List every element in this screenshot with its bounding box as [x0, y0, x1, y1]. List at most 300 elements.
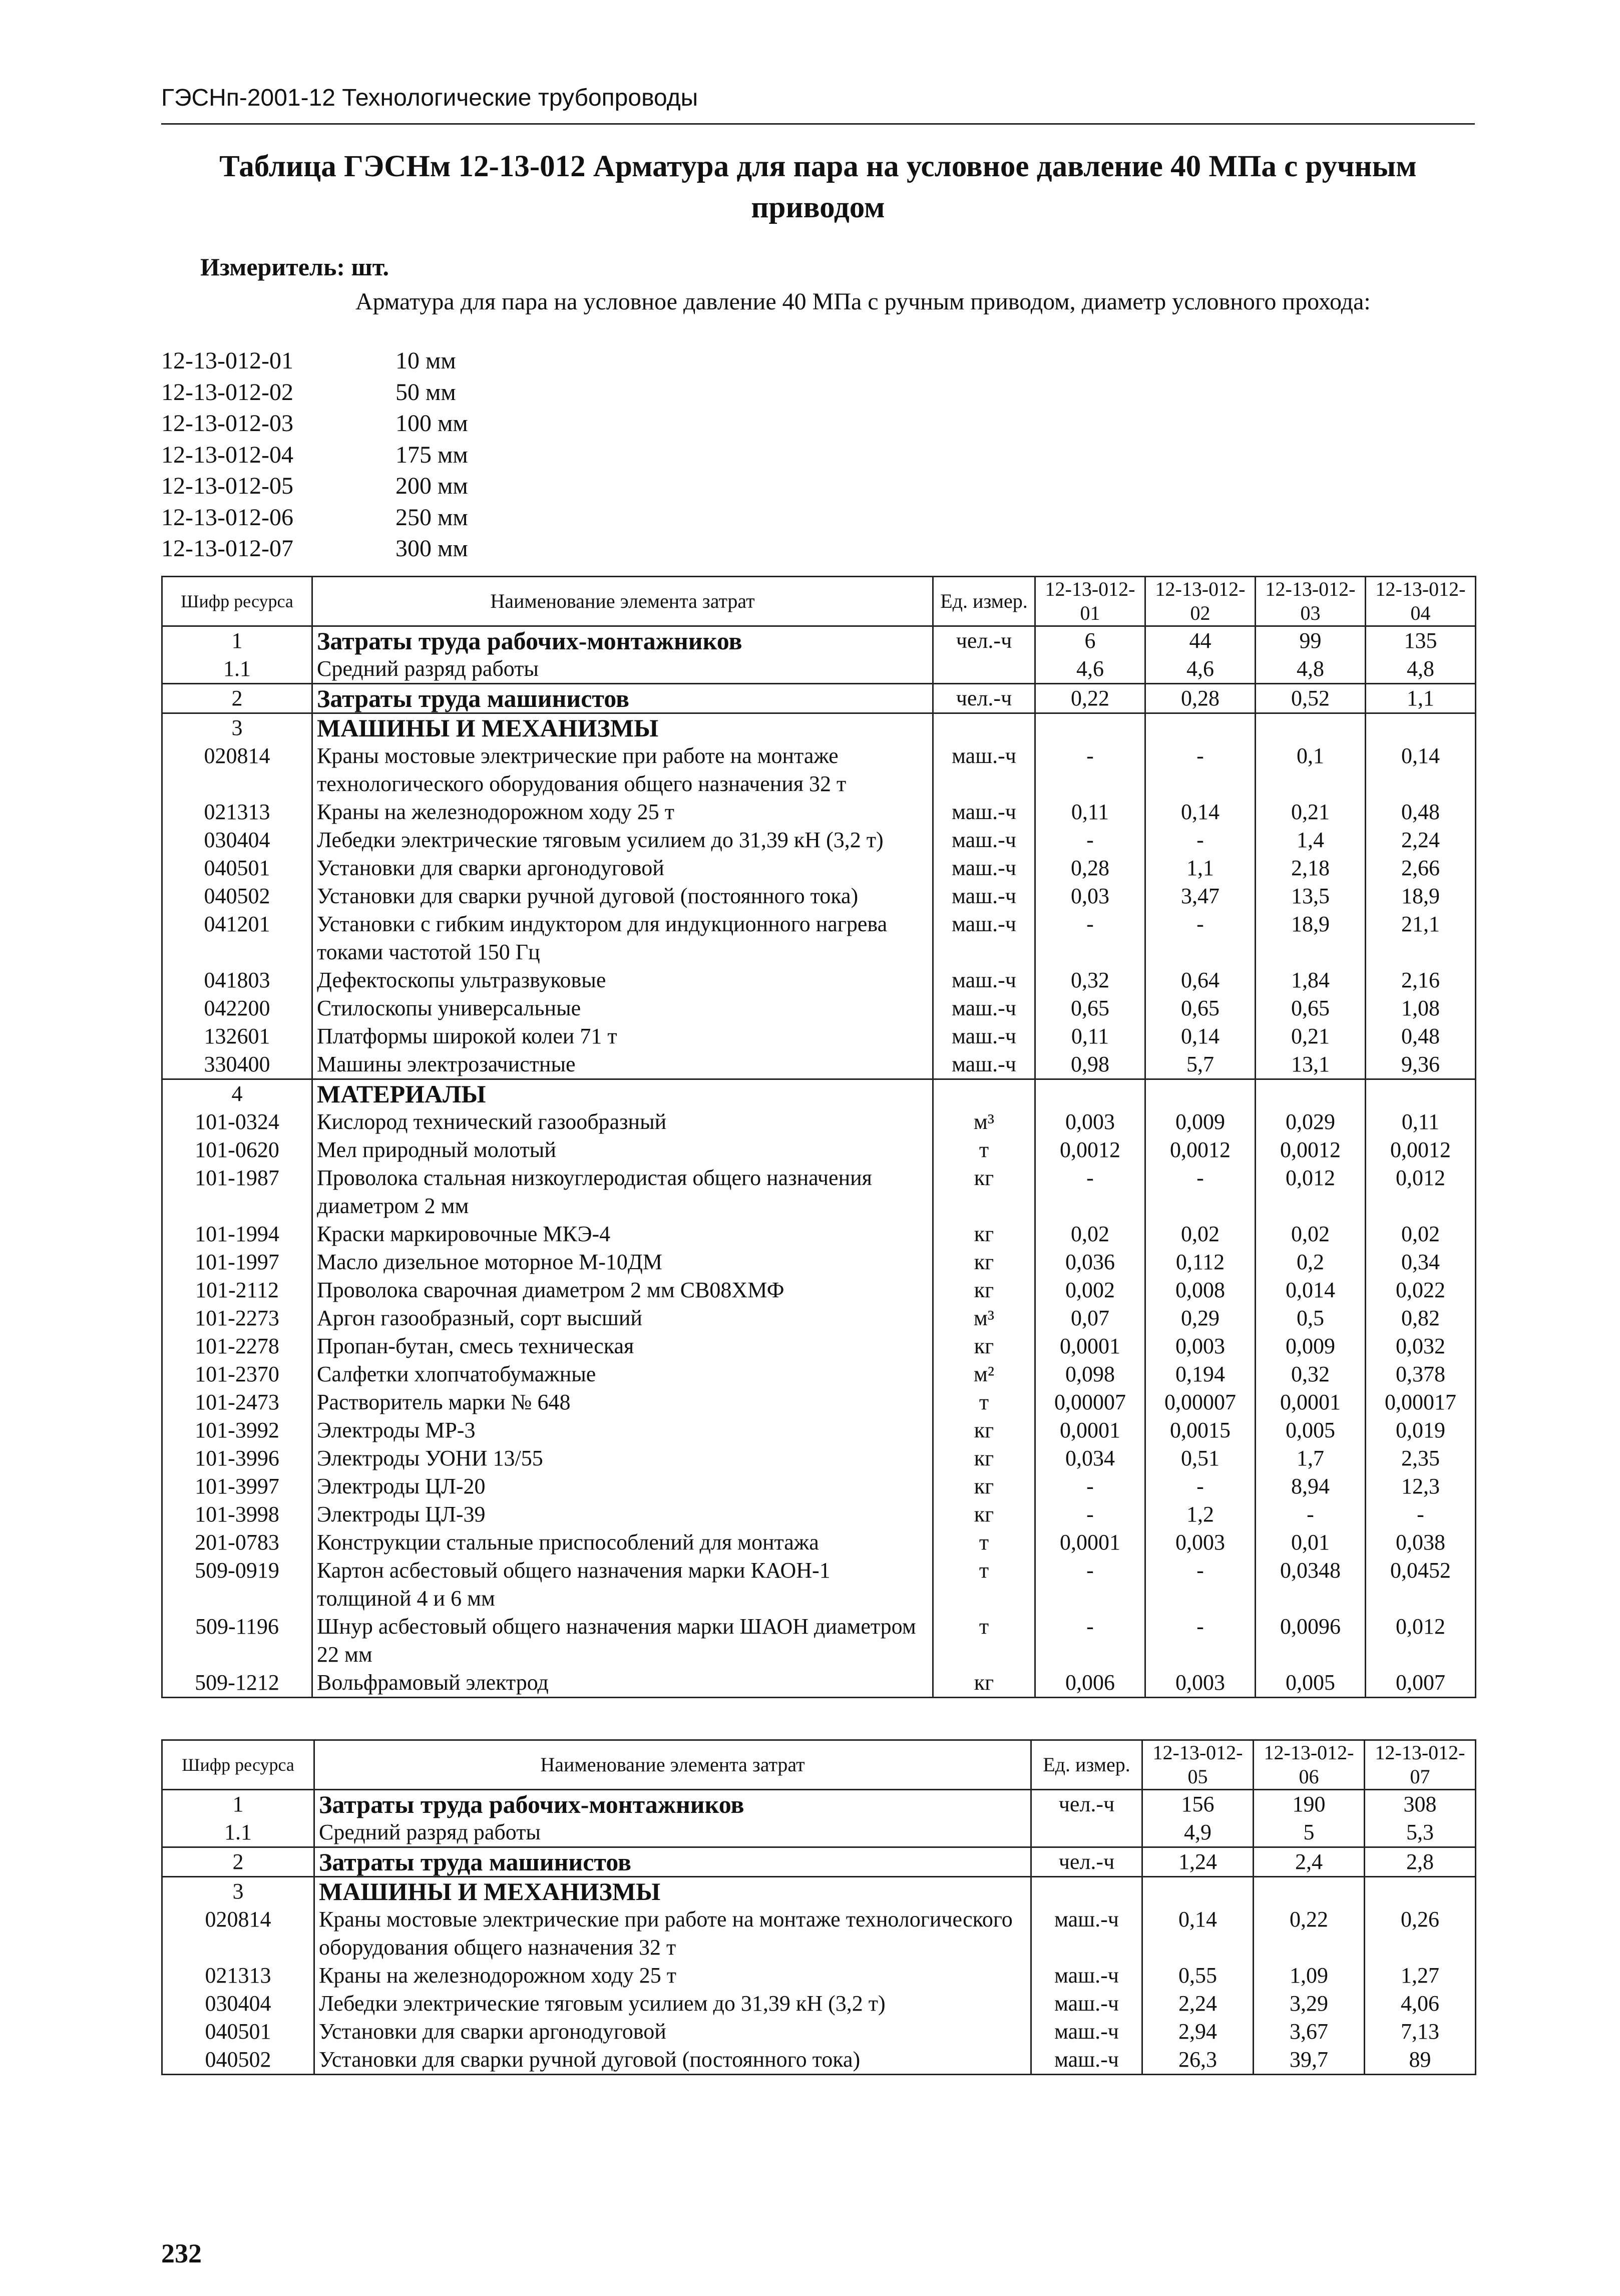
resource-name: Растворитель марки № 648: [312, 1388, 933, 1416]
norm-value: 0,02: [1366, 1220, 1476, 1248]
resource-name: Затраты труда машинистов: [312, 684, 933, 713]
norm-value: -: [1256, 1500, 1366, 1528]
resource-name: Электроды ЦЛ-39: [312, 1500, 933, 1528]
resource-code: 2: [162, 684, 312, 713]
norm-value: 0,48: [1366, 798, 1476, 826]
column-header: 12-13-012-01: [1035, 577, 1145, 626]
norm-value: 0,02: [1145, 1220, 1256, 1248]
norm-description: Арматура для пара на условное давление 40 МПа с ручным приводом, диаметр условного прохода:: [355, 288, 1371, 315]
table-row: [162, 1557, 1476, 1613]
resource-code: 1.1: [162, 1818, 314, 1847]
resource-name: Электроды УОНИ 13/55: [312, 1444, 933, 1472]
norm-value: 0,012: [1256, 1164, 1366, 1220]
resource-name: Лебедки электрические тяговым усилием до 31,39 кН (3,2 т): [312, 826, 933, 854]
resource-unit: т: [933, 1557, 1035, 1613]
code-list-item: [161, 345, 468, 377]
table-row: [162, 1818, 1476, 1847]
resource-code: 040502: [162, 882, 312, 910]
table-row: [162, 1276, 1476, 1304]
code-size: 100 мм: [395, 410, 468, 437]
norm-value: [1365, 1877, 1476, 1906]
table-row: [162, 854, 1476, 882]
norm-value: 0,2: [1256, 1248, 1366, 1276]
norm-value: 0,65: [1035, 994, 1145, 1022]
table-row: [162, 882, 1476, 910]
norm-value: 0,00007: [1035, 1388, 1145, 1416]
resource-code: 101-3996: [162, 1444, 312, 1472]
resource-unit: маш.-ч: [1031, 1990, 1142, 2018]
norm-value: 89: [1365, 2046, 1476, 2075]
code-size: 200 мм: [395, 473, 468, 499]
norm-value: 1,7: [1256, 1444, 1366, 1472]
table-row: [162, 1079, 1476, 1108]
norm-value: [1366, 1079, 1476, 1108]
resource-name: Установки для сварки ручной дуговой (постоянного тока): [314, 2046, 1031, 2075]
resource-unit: маш.-ч: [933, 910, 1035, 966]
resource-unit: чел.-ч: [933, 684, 1035, 713]
table-header-row: [162, 1740, 1476, 1790]
resource-name: Установки с гибким индуктором для индукционного нагрева токами частотой 150 Гц: [312, 910, 933, 966]
code-id: 12-13-012-07: [161, 535, 293, 562]
code-list: [161, 345, 468, 565]
norm-value: 0,26: [1365, 1905, 1476, 1962]
resource-code: 020814: [162, 742, 312, 798]
norm-value: 0,21: [1256, 798, 1366, 826]
norm-value: 0,21: [1256, 1022, 1366, 1050]
norm-value: 2,94: [1142, 2018, 1254, 2046]
resource-unit: маш.-ч: [933, 966, 1035, 994]
norm-value: 0,0001: [1035, 1332, 1145, 1360]
norm-value: 0,00007: [1145, 1388, 1256, 1416]
resource-code: 021313: [162, 798, 312, 826]
norm-value: 0,5: [1256, 1304, 1366, 1332]
column-header: 12-13-012-04: [1366, 577, 1476, 626]
resource-name: Затраты труда машинистов: [314, 1847, 1031, 1877]
norm-value: -: [1366, 1500, 1476, 1528]
norm-value: 0,009: [1256, 1332, 1366, 1360]
resource-unit: кг: [933, 1500, 1035, 1528]
norm-value: 3,47: [1145, 882, 1256, 910]
norm-value: 0,032: [1366, 1332, 1476, 1360]
table-header-row: [162, 577, 1476, 626]
table-row: [162, 1444, 1476, 1472]
resource-code: 030404: [162, 1990, 314, 2018]
norm-value: -: [1145, 1613, 1256, 1669]
resource-name: Проволока сварочная диаметром 2 мм СВ08ХМФ: [312, 1276, 933, 1304]
norm-value: 18,9: [1256, 910, 1366, 966]
resource-unit: маш.-ч: [933, 1022, 1035, 1050]
table-row: [162, 1472, 1476, 1500]
table-row: [162, 742, 1476, 798]
norm-value: 0,01: [1256, 1528, 1366, 1557]
norm-value: 4,6: [1145, 655, 1256, 684]
resource-code: 132601: [162, 1022, 312, 1050]
table-row: [162, 684, 1476, 713]
norm-value: 7,13: [1365, 2018, 1476, 2046]
resource-code: 101-0324: [162, 1108, 312, 1136]
norm-value: 1,27: [1365, 1962, 1476, 1990]
norm-value: 0,55: [1142, 1962, 1254, 1990]
resource-code: 042200: [162, 994, 312, 1022]
resource-name: Краны мостовые электрические при работе на монтаже технологического оборудования общего назначения 32 т: [312, 742, 933, 798]
norm-value: 0,32: [1256, 1360, 1366, 1388]
table-row: [162, 1332, 1476, 1360]
table-row: [162, 1613, 1476, 1669]
norm-value: 1,08: [1366, 994, 1476, 1022]
resource-table-2: [161, 1739, 1476, 2075]
resource-unit: маш.-ч: [1031, 2046, 1142, 2075]
table-row: [162, 1164, 1476, 1220]
table-row: [162, 966, 1476, 994]
code-list-item: [161, 440, 468, 471]
table-row: [162, 1220, 1476, 1248]
resource-code: 020814: [162, 1905, 314, 1962]
column-header: 12-13-012-02: [1145, 577, 1256, 626]
measure-label: Измеритель:: [200, 253, 345, 281]
resource-name: Установки для сварки аргонодуговой: [314, 2018, 1031, 2046]
norm-value: 0,378: [1366, 1360, 1476, 1388]
resource-name: Масло дизельное моторное М-10ДМ: [312, 1248, 933, 1276]
code-size: 250 мм: [395, 504, 468, 531]
norm-value: 0,0012: [1035, 1136, 1145, 1164]
norm-value: 0,28: [1145, 684, 1256, 713]
norm-value: 1,84: [1256, 966, 1366, 994]
norm-value: 0,02: [1256, 1220, 1366, 1248]
resource-name: Затраты труда рабочих-монтажников: [312, 626, 933, 655]
norm-value: 0,019: [1366, 1416, 1476, 1444]
resource-code: 509-0919: [162, 1557, 312, 1613]
table-row: [162, 910, 1476, 966]
resource-unit: кг: [933, 1472, 1035, 1500]
resource-code: 101-1987: [162, 1164, 312, 1220]
norm-value: 0,22: [1254, 1905, 1365, 1962]
norm-value: 0,14: [1142, 1905, 1254, 1962]
norm-value: 0,0012: [1256, 1136, 1366, 1164]
norm-value: 0,0001: [1035, 1416, 1145, 1444]
norm-value: -: [1035, 1557, 1145, 1613]
norm-value: 0,0348: [1256, 1557, 1366, 1613]
resource-unit: кг: [933, 1276, 1035, 1304]
resource-code: 101-2278: [162, 1332, 312, 1360]
table-row: [162, 626, 1476, 655]
resource-code: 1.1: [162, 655, 312, 684]
resource-name: Средний разряд работы: [312, 655, 933, 684]
norm-value: 190: [1254, 1790, 1365, 1819]
code-list-item: [161, 471, 468, 502]
code-list-item: [161, 502, 468, 534]
resource-code: 030404: [162, 826, 312, 854]
resource-code: 101-1997: [162, 1248, 312, 1276]
norm-value: 0,007: [1366, 1669, 1476, 1698]
resource-name: Платформы широкой колеи 71 т: [312, 1022, 933, 1050]
norm-value: [1145, 713, 1256, 742]
resource-name: Картон асбестовый общего назначения марки КАОН-1 толщиной 4 и 6 мм: [312, 1557, 933, 1613]
resource-unit: маш.-ч: [933, 798, 1035, 826]
resource-code: 101-2112: [162, 1276, 312, 1304]
column-header: Ед. измер.: [933, 577, 1035, 626]
table-row: [162, 1500, 1476, 1528]
resource-unit: м³: [933, 1304, 1035, 1332]
resource-code: 1: [162, 1790, 314, 1819]
resource-code: 101-3997: [162, 1472, 312, 1500]
column-header: Шифр ресурса: [162, 577, 312, 626]
resource-name: Мел природный молотый: [312, 1136, 933, 1164]
table-row: [162, 1360, 1476, 1388]
column-header: Наименование элемента затрат: [314, 1740, 1031, 1790]
running-header: ГЭСНп-2001-12 Технологические трубопроводы: [161, 85, 698, 111]
norm-value: 21,1: [1366, 910, 1476, 966]
norm-value: 0,0001: [1256, 1388, 1366, 1416]
resource-code: 021313: [162, 1962, 314, 1990]
code-id: 12-13-012-02: [161, 378, 293, 406]
norm-value: -: [1145, 1164, 1256, 1220]
column-header: Ед. измер.: [1031, 1740, 1142, 1790]
resource-code: 040501: [162, 2018, 314, 2046]
norm-value: 0,003: [1035, 1108, 1145, 1136]
norm-value: 0,52: [1256, 684, 1366, 713]
norm-value: 0,098: [1035, 1360, 1145, 1388]
norm-value: -: [1035, 742, 1145, 798]
norm-value: 0,48: [1366, 1022, 1476, 1050]
norm-value: 0,038: [1366, 1528, 1476, 1557]
resource-code: 2: [162, 1847, 314, 1877]
norm-value: -: [1035, 1500, 1145, 1528]
norm-value: -: [1145, 826, 1256, 854]
table-row: [162, 2046, 1476, 2075]
norm-value: 0,14: [1145, 798, 1256, 826]
norm-value: 0,009: [1145, 1108, 1256, 1136]
norm-value: [1366, 713, 1476, 742]
resource-name: Электроды ЦЛ-20: [312, 1472, 933, 1500]
norm-value: 9,36: [1366, 1050, 1476, 1079]
table-row: [162, 826, 1476, 854]
resource-unit: кг: [933, 1248, 1035, 1276]
resource-name: Затраты труда рабочих-монтажников: [314, 1790, 1031, 1819]
norm-value: 0,0012: [1145, 1136, 1256, 1164]
norm-value: 0,65: [1256, 994, 1366, 1022]
norm-value: 0,0001: [1035, 1528, 1145, 1557]
resource-unit: [933, 655, 1035, 684]
column-header: Шифр ресурса: [162, 1740, 314, 1790]
resource-name: Краски маркировочные МКЭ-4: [312, 1220, 933, 1248]
resource-unit: чел.-ч: [1031, 1790, 1142, 1819]
resource-unit: кг: [933, 1669, 1035, 1698]
resource-name: Средний разряд работы: [314, 1818, 1031, 1847]
resource-unit: кг: [933, 1444, 1035, 1472]
norm-value: 18,9: [1366, 882, 1476, 910]
norm-value: 6: [1035, 626, 1145, 655]
resource-unit: т: [933, 1528, 1035, 1557]
norm-value: 0,0012: [1366, 1136, 1476, 1164]
norm-value: 4,6: [1035, 655, 1145, 684]
norm-value: 0,034: [1035, 1444, 1145, 1472]
norm-value: 2,66: [1366, 854, 1476, 882]
norm-value: 0,014: [1256, 1276, 1366, 1304]
table-row: [162, 1877, 1476, 1906]
resource-code: 101-2473: [162, 1388, 312, 1416]
code-size: 10 мм: [395, 347, 456, 374]
norm-value: 1,1: [1366, 684, 1476, 713]
norm-value: -: [1035, 910, 1145, 966]
norm-value: 1,09: [1254, 1962, 1365, 1990]
norm-value: 12,3: [1366, 1472, 1476, 1500]
resource-name: Проволока стальная низкоуглеродистая общего назначения диаметром 2 мм: [312, 1164, 933, 1220]
column-header: 12-13-012-07: [1365, 1740, 1476, 1790]
norm-value: 0,34: [1366, 1248, 1476, 1276]
resource-unit: маш.-ч: [933, 742, 1035, 798]
resource-unit: чел.-ч: [1031, 1847, 1142, 1877]
norm-value: 0,194: [1145, 1360, 1256, 1388]
norm-value: 5: [1254, 1818, 1365, 1847]
resource-name: Дефектоскопы ультразвуковые: [312, 966, 933, 994]
norm-value: 2,24: [1366, 826, 1476, 854]
resource-name: Краны на железнодорожном ходу 25 т: [314, 1962, 1031, 1990]
norm-value: 0,005: [1256, 1669, 1366, 1698]
norm-value: [1035, 713, 1145, 742]
resource-name: МАШИНЫ И МЕХАНИЗМЫ: [312, 713, 933, 742]
resource-code: 101-3992: [162, 1416, 312, 1444]
norm-value: 0,11: [1366, 1108, 1476, 1136]
resource-code: 4: [162, 1079, 312, 1108]
code-id: 12-13-012-04: [161, 441, 293, 468]
resource-code: 041803: [162, 966, 312, 994]
table-row: [162, 655, 1476, 684]
table-row: [162, 1962, 1476, 1990]
norm-value: 0,022: [1366, 1276, 1476, 1304]
table-row: [162, 1136, 1476, 1164]
norm-value: 0,11: [1035, 798, 1145, 826]
resource-unit: маш.-ч: [933, 994, 1035, 1022]
norm-value: 0,22: [1035, 684, 1145, 713]
norm-value: -: [1035, 826, 1145, 854]
norm-value: 0,005: [1256, 1416, 1366, 1444]
norm-value: 13,1: [1256, 1050, 1366, 1079]
norm-value: 2,4: [1254, 1847, 1365, 1877]
code-id: 12-13-012-05: [161, 473, 293, 499]
norm-value: 0,029: [1256, 1108, 1366, 1136]
norm-value: 4,9: [1142, 1818, 1254, 1847]
resource-unit: маш.-ч: [1031, 1962, 1142, 1990]
norm-value: 0,00017: [1366, 1388, 1476, 1416]
table-row: [162, 1528, 1476, 1557]
table-row: [162, 1847, 1476, 1877]
table-row: [162, 2018, 1476, 2046]
norm-value: 1,24: [1142, 1847, 1254, 1877]
resource-unit: [1031, 1818, 1142, 1847]
resource-unit: т: [933, 1388, 1035, 1416]
resource-code: 3: [162, 1877, 314, 1906]
norm-value: 0,006: [1035, 1669, 1145, 1698]
resource-name: Шнур асбестовый общего назначения марки ШАОН диаметром 22 мм: [312, 1613, 933, 1669]
resource-name: Электроды МР-3: [312, 1416, 933, 1444]
code-size: 175 мм: [395, 441, 468, 468]
column-header: Наименование элемента затрат: [312, 577, 933, 626]
norm-value: 39,7: [1254, 2046, 1365, 2075]
norm-value: 0,28: [1035, 854, 1145, 882]
code-list-item: [161, 533, 468, 565]
norm-value: 3,67: [1254, 2018, 1365, 2046]
norm-value: 0,003: [1145, 1669, 1256, 1698]
resource-unit: кг: [933, 1332, 1035, 1360]
resource-unit: кг: [933, 1416, 1035, 1444]
norm-value: 2,35: [1366, 1444, 1476, 1472]
norm-value: 0,98: [1035, 1050, 1145, 1079]
code-id: 12-13-012-01: [161, 347, 293, 374]
norm-value: 5,7: [1145, 1050, 1256, 1079]
norm-value: 0,65: [1145, 994, 1256, 1022]
norm-value: 0,1: [1256, 742, 1366, 798]
norm-value: 26,3: [1142, 2046, 1254, 2075]
resource-unit: [933, 1079, 1035, 1108]
resource-code: 101-0620: [162, 1136, 312, 1164]
norm-value: 2,16: [1366, 966, 1476, 994]
resource-name: МАТЕРИАЛЫ: [312, 1079, 933, 1108]
resource-name: Пропан-бутан, смесь техническая: [312, 1332, 933, 1360]
norm-value: 0,0096: [1256, 1613, 1366, 1669]
code-size: 50 мм: [395, 378, 456, 406]
table-row: [162, 713, 1476, 742]
table-row: [162, 1990, 1476, 2018]
table-row: [162, 1790, 1476, 1819]
table-row: [162, 1304, 1476, 1332]
norm-value: -: [1145, 1557, 1256, 1613]
norm-value: 5,3: [1365, 1818, 1476, 1847]
resource-unit: м²: [933, 1360, 1035, 1388]
norm-value: 0,012: [1366, 1613, 1476, 1669]
resource-name: Салфетки хлопчатобумажные: [312, 1360, 933, 1388]
norm-value: 0,14: [1366, 742, 1476, 798]
norm-value: [1256, 1079, 1366, 1108]
norm-value: 0,0452: [1366, 1557, 1476, 1613]
resource-code: 101-2370: [162, 1360, 312, 1388]
code-id: 12-13-012-03: [161, 410, 293, 437]
resource-name: Установки для сварки аргонодуговой: [312, 854, 933, 882]
norm-value: 0,03: [1035, 882, 1145, 910]
norm-value: 99: [1256, 626, 1366, 655]
resource-name: Вольфрамовый электрод: [312, 1669, 933, 1698]
resource-name: МАШИНЫ И МЕХАНИЗМЫ: [314, 1877, 1031, 1906]
table-row: [162, 1248, 1476, 1276]
norm-value: 156: [1142, 1790, 1254, 1819]
resource-unit: маш.-ч: [1031, 2018, 1142, 2046]
resource-unit: маш.-ч: [933, 882, 1035, 910]
resource-code: 330400: [162, 1050, 312, 1079]
resource-name: Краны мостовые электрические при работе на монтаже технологического оборудования общего назначения 32 т: [314, 1905, 1031, 1962]
resource-code: 101-2273: [162, 1304, 312, 1332]
norm-value: -: [1035, 1613, 1145, 1669]
resource-name: Установки для сварки ручной дуговой (постоянного тока): [312, 882, 933, 910]
norm-value: 13,5: [1256, 882, 1366, 910]
resource-unit: кг: [933, 1220, 1035, 1248]
norm-value: 308: [1365, 1790, 1476, 1819]
norm-value: -: [1145, 910, 1256, 966]
resource-code: 040502: [162, 2046, 314, 2075]
norm-value: 0,0015: [1145, 1416, 1256, 1444]
table-title: Таблица ГЭСНм 12-13-012 Арматура для пара на условное давление 40 МПа с ручным приводом: [219, 150, 1417, 224]
norm-value: 4,06: [1365, 1990, 1476, 2018]
norm-value: [1142, 1877, 1254, 1906]
code-list-item: [161, 377, 468, 409]
resource-unit: т: [933, 1136, 1035, 1164]
table-row: [162, 1050, 1476, 1079]
table-row: [162, 1388, 1476, 1416]
norm-value: 0,002: [1035, 1276, 1145, 1304]
resource-code: 509-1212: [162, 1669, 312, 1698]
table-row: [162, 1022, 1476, 1050]
norm-value: 0,008: [1145, 1276, 1256, 1304]
resource-unit: т: [933, 1613, 1035, 1669]
column-header: 12-13-012-03: [1256, 577, 1366, 626]
